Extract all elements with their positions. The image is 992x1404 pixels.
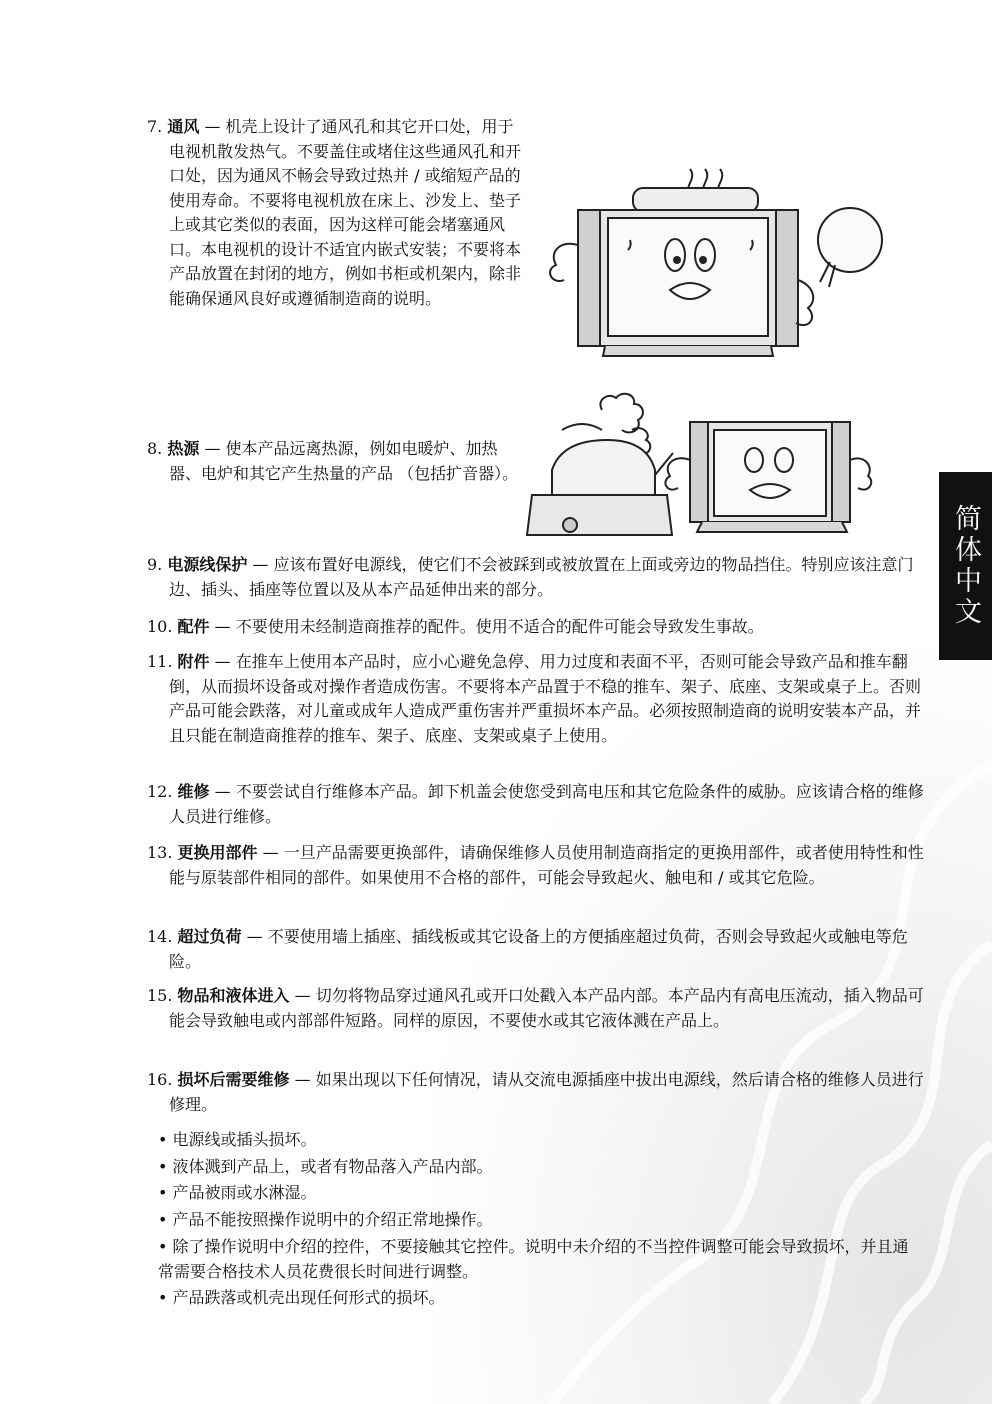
item-title: 通风 [167,117,200,136]
item-text: — 不要尝试自行维修本产品。卸下机盖会使您受到高电压和其它危险条件的威胁。应该请合格的维修人员进行维修。 [169,782,924,826]
bullet-item: • 电源线或插头损坏。 [158,1130,317,1149]
heat-source-illustration [522,390,902,545]
item-accessories [147,650,931,748]
item-text: — 不要使用未经制造商推荐的配件。使用不适合的配件可能会导致发生事故。 [214,617,764,636]
item-number: 12. [147,782,173,801]
item-number: 8. [147,439,163,458]
item-title: 热源 [167,439,200,458]
item-number: 15. [147,986,173,1005]
item-title: 附件 [177,652,210,671]
item-heat-source [147,437,521,486]
item-title: 配件 [177,617,210,636]
item-title: 电源线保护 [167,555,248,574]
item-title: 维修 [177,782,210,801]
language-tab [939,472,992,660]
item-damage-requiring-service [147,1068,931,1117]
item-overloading [147,925,931,974]
item-number: 14. [147,927,173,946]
item-title: 物品和液体进入 [177,986,290,1005]
item-number: 11. [147,652,173,671]
item-title: 更换用部件 [177,843,258,862]
item-title: 损坏后需要维修 [177,1070,290,1089]
item-number: 10. [147,617,173,636]
item-ventilation [147,115,521,311]
language-tab-label: 简体中文 [950,504,981,628]
item-replacement-parts [147,841,931,890]
item-text: — 如果出现以下任何情况，请从交流电源插座中拔出电源线，然后请合格的维修人员进行修理。 [169,1070,924,1114]
item-attachments [147,615,931,640]
item-text: — 一旦产品需要更换部件，请确保维修人员使用制造商指定的更换用部件，或者使用特性和性能与原装部件相同的部件。如果使用不合格的部件，可能会导致起火、触电和 / 或其它危险。 [169,843,924,887]
bullet-item: • 产品不能按照操作说明中的介绍正常地操作。 [158,1210,493,1229]
item-object-liquid-entry [147,984,931,1033]
item-text: — 应该布置好电源线，使它们不会被踩到或被放置在上面或旁边的物品挡住。特别应该注意门边、插头、插座等位置以及从本产品延伸出来的部分。 [169,555,914,599]
bullet-item: • 产品被雨或水淋湿。 [158,1183,317,1202]
item-text: — 不要使用墙上插座、插线板或其它设备上的方便插座超过负荷，否则会导致起火或触电等危险。 [169,927,908,971]
bullet-item: • 产品跌落或机壳出现任何形式的损坏。 [158,1288,445,1307]
item-number: 16. [147,1070,173,1089]
bullet-item: • 液体溅到产品上，或者有物品落入产品内部。 [158,1157,493,1176]
overheated-tv-illustration [530,150,890,365]
item-number: 9. [147,555,163,574]
item-title: 超过负荷 [177,927,242,946]
item-text: — 在推车上使用本产品时，应小心避免急停、用力过度和表面不平，否则可能会导致产品和推车翻倒，从而损坏设备或对操作者造成伤害。不要将本产品置于不稳的推车、架子、底座、支架或桌子上。否则产品可能会跌落，对儿童或成年人造成严重伤害并严重损坏本产品。必须按照制造商的说明安装本产品，并且只能在制造商推荐的推车、架子、底座、支架或桌子上使用。 [169,652,922,745]
item-number: 7. [147,117,163,136]
item-text: — 机壳上设计了通风孔和其它开口处，用于电视机散发热气。不要盖住或堵住这些通风孔和开口处，因为通风不畅会导致过热并 / 或缩短产品的使用寿命。不要将电视机放在床上、沙发上、垫子上或其它类似的表面，因为这样可能会堵塞通风口。本电视机的设计不适宜内嵌式安装；不要将本产品放置在封闭的地方，例如书柜或机架内，除非能确保通风良好或遵循制造商的说明。 [169,117,522,308]
item-number: 13. [147,843,173,862]
item-servicing [147,780,931,829]
item-power-cord-protection [147,553,931,602]
item-text: — 使本产品远离热源，例如电暖炉、加热器、电炉和其它产生热量的产品 （包括扩音器）。 [169,439,519,483]
item-text: — 切勿将物品穿过通风孔或开口处戳入本产品内部。本产品内有高电压流动，插入物品可能会导致触电或内部部件短路。同样的原因，不要使水或其它液体溅在产品上。 [169,986,924,1030]
bullet-item: • 除了操作说明中介绍的控件，不要接触其它控件。说明中未介绍的不当控件调整可能会导致损坏，并且通常需要合格技术人员花费很长时间进行调整。 [158,1237,909,1281]
